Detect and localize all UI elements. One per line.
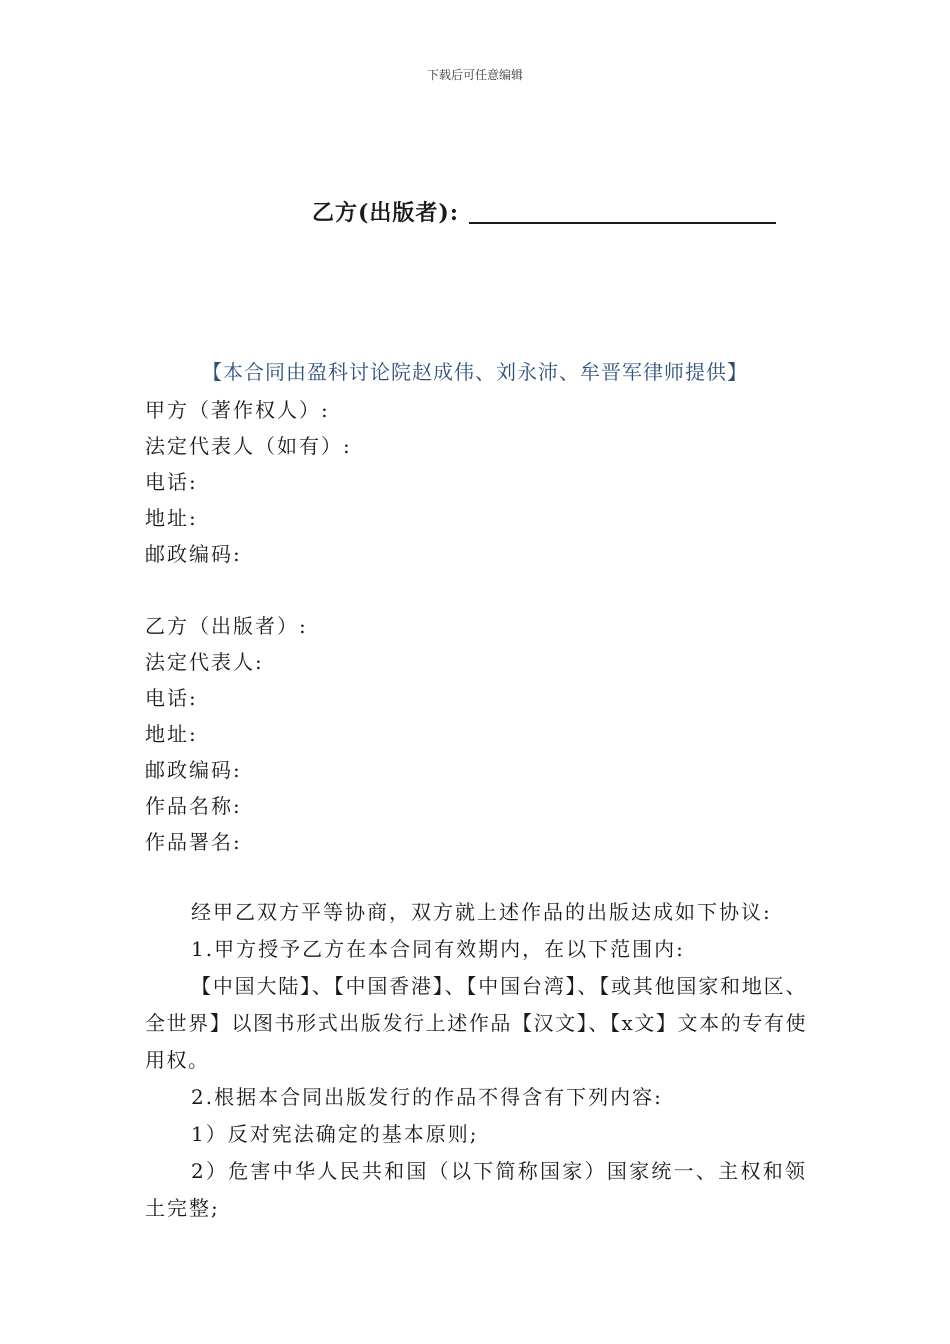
clause-2-item-1: 1）反对宪法确定的基本原则; xyxy=(191,1122,479,1146)
provider-note: 【本合同由盈科讨论院赵成伟、刘永沛、牟晋军律师提供】 xyxy=(202,360,748,384)
cover-party-b-blank xyxy=(469,200,776,224)
clause-1: 1.甲方授予乙方在本合同有效期内，在以下范围内: xyxy=(191,937,685,961)
party-a-title: 甲方（著作权人）: xyxy=(145,398,330,422)
party-b-title: 乙方（出版者）: xyxy=(145,614,308,638)
header-note: 下载后可任意编辑 xyxy=(426,68,523,82)
clause-1-scope: 【中国大陆】、【中国香港】、【中国台湾】、【或其他国家和地区、全世界】以图书形式出版发行上述作品【汉文】、【x文】文本的专有使用权。 xyxy=(145,974,807,1072)
spacer xyxy=(145,572,815,608)
party-b-address: 地址: xyxy=(145,722,198,746)
cover-party-b-label: 乙方(出版者): xyxy=(312,200,459,226)
party-a-address: 地址: xyxy=(145,506,198,530)
work-author-field: 作品署名: xyxy=(145,830,242,854)
clause-2-item-2: 2）危害中华人民共和国（以下简称国家）国家统一、主权和领土完整; xyxy=(145,1159,807,1220)
contract-body xyxy=(145,894,807,1227)
work-title-field: 作品名称: xyxy=(145,794,242,818)
party-b-phone: 电话: xyxy=(145,686,198,710)
parties-section xyxy=(145,392,815,860)
party-a-legal-rep: 法定代表人（如有）: xyxy=(145,434,352,458)
party-a-phone: 电话: xyxy=(145,470,198,494)
party-b-postcode: 邮政编码: xyxy=(145,758,242,782)
cover-party-b-line xyxy=(312,196,776,227)
party-b-legal-rep: 法定代表人: xyxy=(145,650,264,674)
party-a-postcode: 邮政编码: xyxy=(145,542,242,566)
clause-2: 2.根据本合同出版发行的作品不得含有下列内容: xyxy=(191,1085,663,1109)
intro-paragraph: 经甲乙双方平等协商，双方就上述作品的出版达成如下协议: xyxy=(191,900,772,924)
